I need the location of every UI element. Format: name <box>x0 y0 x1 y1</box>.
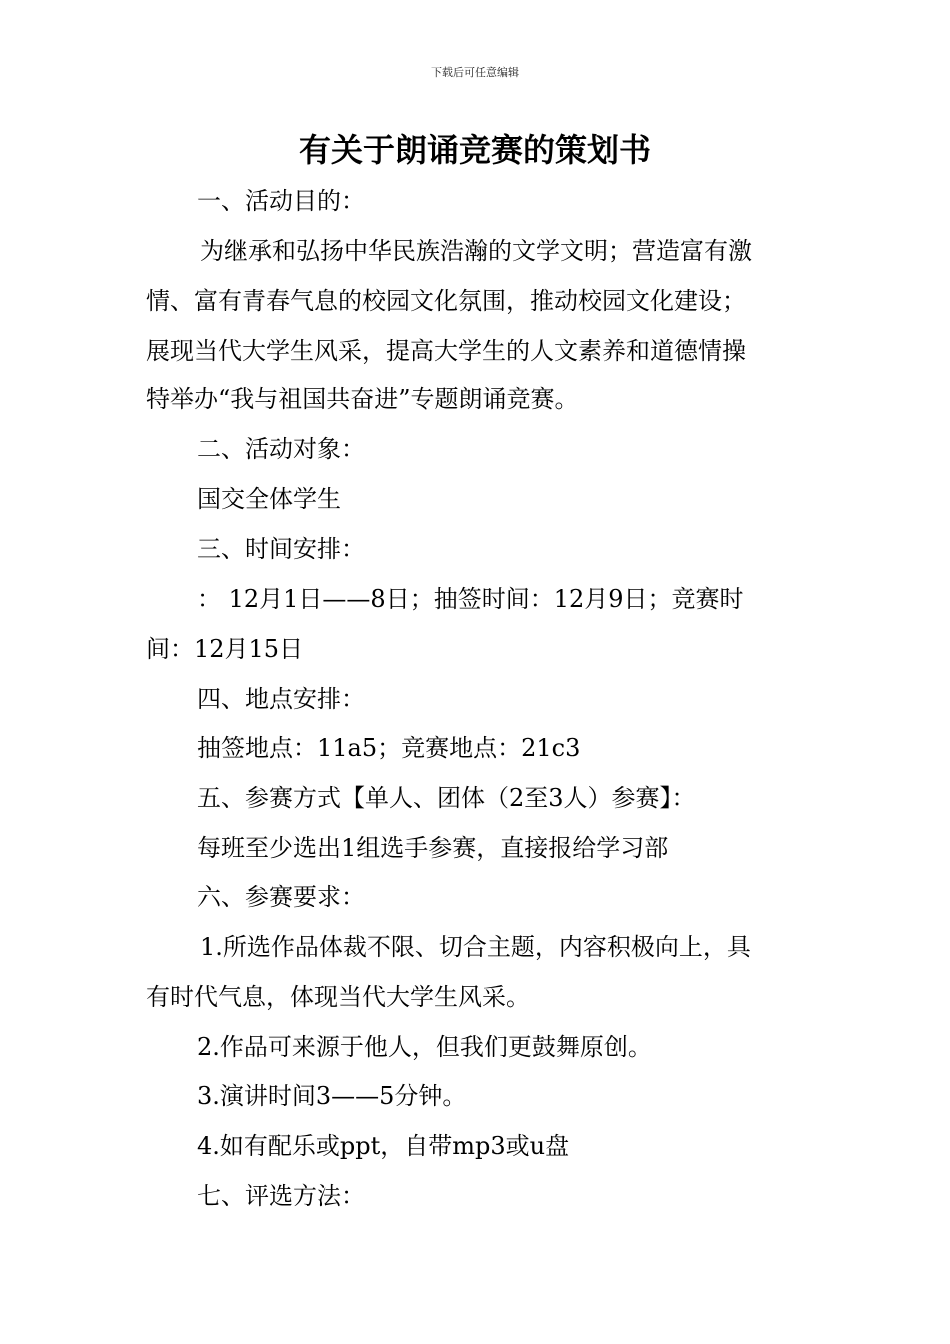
purpose-paragraph-line: 情、富有青春气息的校园文化氛围，推动校园文化建设； <box>146 287 746 315</box>
location-text: 抽签地点：11a5；竞赛地点：21c3 <box>197 734 581 762</box>
format-text: 每班至少选出1组选手参赛，直接报给学习部 <box>197 834 669 862</box>
section-heading-format: 五、参赛方式【单人、团体（2至3人）参赛】： <box>197 784 696 812</box>
purpose-paragraph-line: 特举办“我与祖国共奋进”专题朗诵竞赛。 <box>146 385 579 413</box>
requirement-item: 4.如有配乐或ppt，自带mp3或u盘 <box>197 1132 570 1160</box>
purpose-paragraph-line: 展现当代大学生风采，提高大学生的人文素养和道德情操 <box>146 337 746 365</box>
requirement-item: 1.所选作品体裁不限、切合主题，内容积极向上，具 <box>200 933 751 961</box>
requirement-item: 3.演讲时间3——5分钟。 <box>197 1082 467 1110</box>
requirement-item: 2.作品可来源于他人，但我们更鼓舞原创。 <box>197 1033 652 1061</box>
section-heading-purpose: 一、活动目的： <box>197 187 365 215</box>
header-note: 下载后可任意编辑 <box>431 66 519 79</box>
section-heading-location: 四、地点安排： <box>197 685 365 713</box>
audience-text: 国交全体学生 <box>197 485 341 513</box>
section-heading-selection: 七、评选方法： <box>197 1182 365 1210</box>
section-heading-audience: 二、活动对象： <box>197 435 365 463</box>
schedule-line: ： 12月1日——8日；抽签时间：12月9日；竞赛时 <box>197 585 744 613</box>
section-heading-schedule: 三、时间安排： <box>197 535 365 563</box>
document-title: 有关于朗诵竞赛的策划书 <box>298 131 651 169</box>
purpose-paragraph-line: 为继承和弘扬中华民族浩瀚的文学文明；营造富有激 <box>200 237 752 265</box>
requirement-item: 有时代气息，体现当代大学生风采。 <box>146 983 530 1011</box>
schedule-line: 间：12月15日 <box>146 635 304 663</box>
section-heading-requirements: 六、参赛要求： <box>197 883 365 911</box>
